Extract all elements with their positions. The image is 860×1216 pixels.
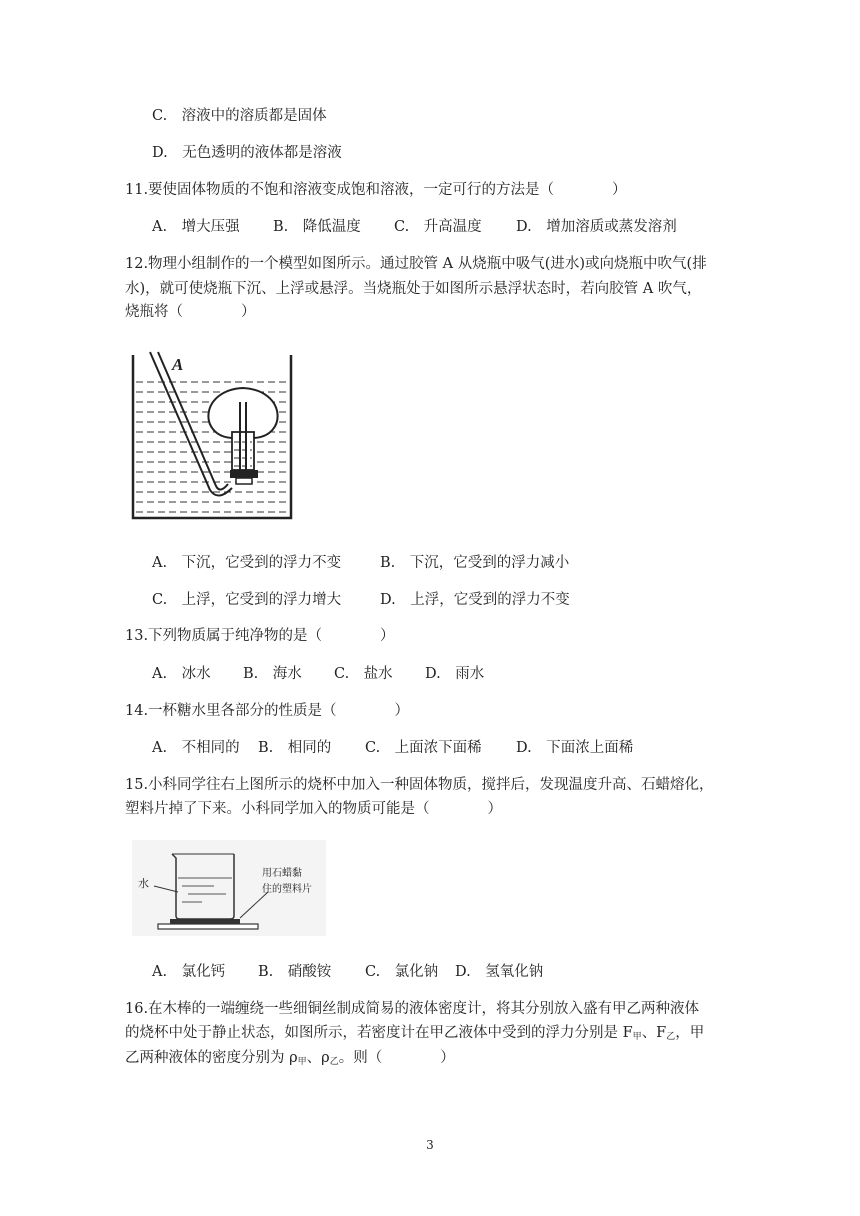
q16-line3-part-c: 。则（ ） bbox=[338, 1050, 455, 1066]
q11-option-b: B. 降低温度 bbox=[273, 219, 361, 235]
q16-line3-part-a: 乙两种液体的密度分别为 ρ bbox=[125, 1050, 298, 1066]
q15-option-a: A. 氯化钙 bbox=[152, 964, 226, 980]
q14-option-d: D. 下面浓上面稀 bbox=[516, 740, 634, 756]
q15-stem-line-2: 塑料片掉了下来。小科同学加入的物质可能是（ ） bbox=[125, 801, 502, 817]
q16-line2-part-a: 的烧杯中处于静止状态，如图所示，若密度计在甲乙液体中受到的浮力分别是 F bbox=[125, 1025, 633, 1041]
q11-stem: 11.要使固体物质的不饱和溶液变成饱和溶液，一定可行的方法是（ ） bbox=[125, 182, 627, 198]
q12-option-d: D. 上浮，它受到的浮力不变 bbox=[380, 592, 570, 608]
q16-line3-part-b: 、ρ bbox=[306, 1050, 330, 1066]
subscript-yi-rho: 乙 bbox=[329, 1057, 339, 1067]
q10-option-c: C. 溶液中的溶质都是固体 bbox=[152, 108, 327, 124]
q12-stem-line-2: 水)，就可使烧瓶下沉、上浮或悬浮。当烧瓶处于如图所示悬浮状态时，若向胶管 A 吹气， bbox=[125, 281, 702, 297]
q15-option-b: B. 硝酸铵 bbox=[258, 964, 332, 980]
q13-stem: 13.下列物质属于纯净物的是（ ） bbox=[125, 628, 395, 644]
beaker-figure bbox=[132, 840, 326, 936]
q12-option-c: C. 上浮，它受到的浮力增大 bbox=[152, 592, 342, 608]
q13-option-d: D. 雨水 bbox=[425, 666, 485, 682]
subscript-jia: 甲 bbox=[632, 1032, 642, 1042]
q16-stem-line-2 bbox=[125, 1023, 704, 1047]
water-label: 水 bbox=[138, 877, 149, 890]
q16-line2-part-c: ，甲 bbox=[675, 1025, 705, 1041]
q11-option-d: D. 增加溶质或蒸发溶剂 bbox=[516, 219, 677, 235]
q14-stem: 14.一杯糖水里各部分的性质是（ ） bbox=[125, 703, 410, 719]
q10-option-d: D. 无色透明的液体都是溶液 bbox=[152, 145, 342, 161]
subscript-yi: 乙 bbox=[666, 1032, 676, 1042]
wax-note-line-1: 用石蜡黏 bbox=[262, 868, 302, 879]
page-number: 3 bbox=[426, 1138, 434, 1152]
q12-stem-line-3: 烧瓶将（ ） bbox=[125, 304, 256, 320]
q15-option-c: C. 氯化钠 bbox=[365, 964, 439, 980]
q13-option-c: C. 盐水 bbox=[334, 666, 393, 682]
q12-option-b: B. 下沉，它受到的浮力减小 bbox=[380, 555, 570, 571]
wax-note-line-2: 住的塑料片 bbox=[262, 884, 312, 895]
q15-option-d: D. 氢氧化钠 bbox=[455, 964, 544, 980]
q13-option-b: B. 海水 bbox=[243, 666, 302, 682]
q13-option-a: A. 冰水 bbox=[152, 666, 211, 682]
q11-option-a: A. 增大压强 bbox=[152, 219, 240, 235]
q14-option-c: C. 上面浓下面稀 bbox=[365, 740, 482, 756]
flask-model-figure bbox=[128, 350, 294, 522]
q12-stem-line-1: 12.物理小组制作的一个模型如图所示。通过胶管 A 从烧瓶中吸气(进水)或向烧瓶中吹气(排 bbox=[125, 256, 707, 272]
subscript-jia-rho: 甲 bbox=[297, 1057, 307, 1067]
q16-stem-line-1: 16.在木棒的一端缠绕一些细铜丝制成简易的液体密度计，将其分别放入盛有甲乙两种液体 bbox=[125, 1001, 700, 1017]
q15-stem-line-1: 15.小科同学往右上图所示的烧杯中加入一种固体物质，搅拌后，发现温度升高、石蜡熔化， bbox=[125, 777, 714, 793]
q11-option-c: C. 升高温度 bbox=[394, 219, 482, 235]
q16-stem-line-3 bbox=[125, 1048, 455, 1072]
q14-option-b: B. 相同的 bbox=[258, 740, 332, 756]
q12-option-a: A. 下沉，它受到的浮力不变 bbox=[152, 555, 342, 571]
tube-label-a: A bbox=[172, 355, 184, 374]
q14-option-a: A. 不相同的 bbox=[152, 740, 240, 756]
q16-line2-part-b: 、F bbox=[641, 1025, 667, 1041]
